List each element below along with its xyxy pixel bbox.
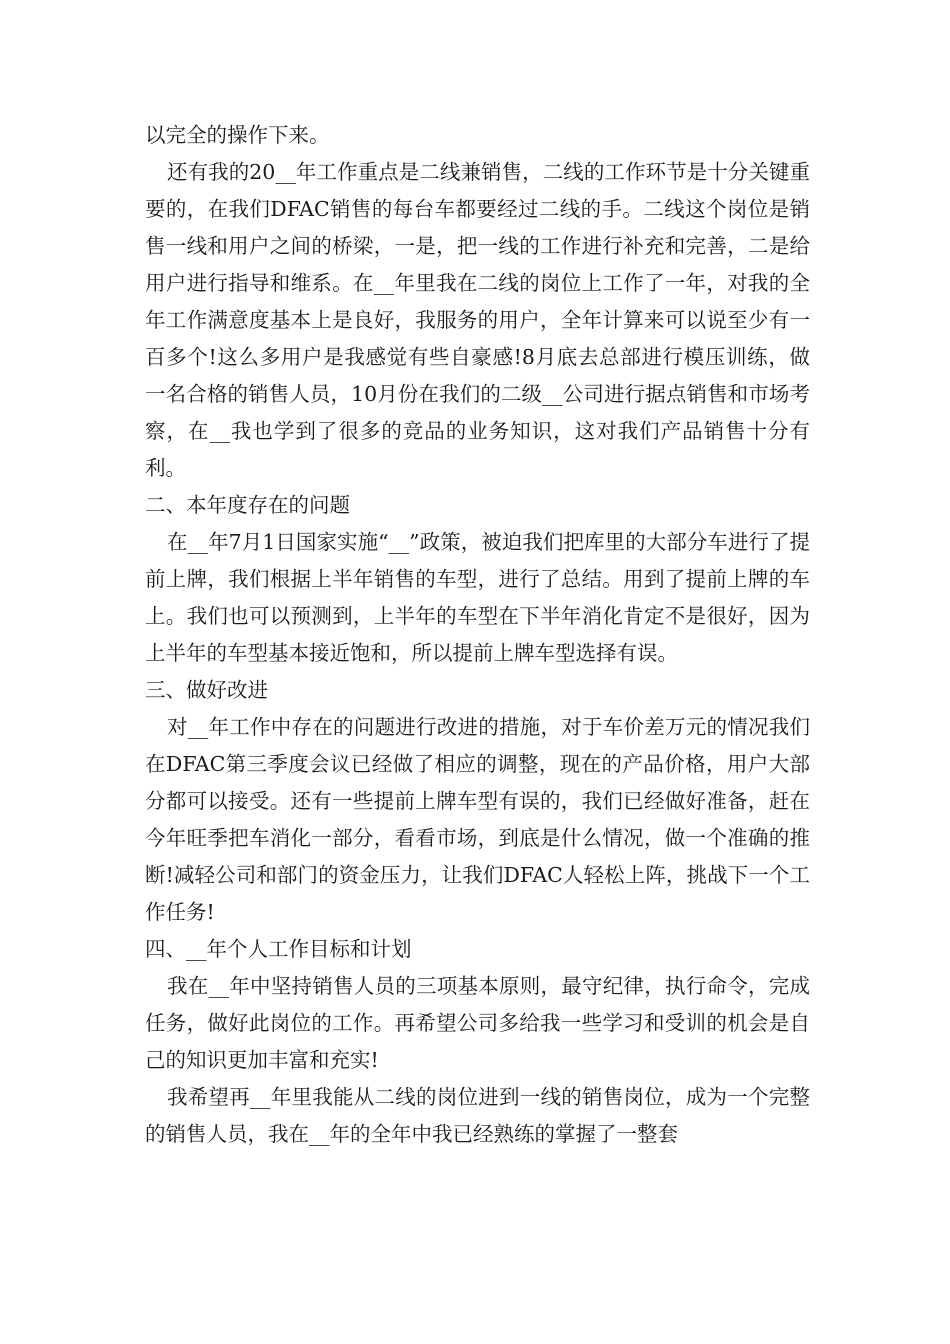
paragraph-hope: 我希望再__年里我能从二线的岗位进到一线的销售岗位，成为一个完整的销售人员，我在__年的全年中我已经熟练的掌握了一整套 [145, 1085, 810, 1146]
section-heading-improvements: 三、做好改进 [145, 678, 268, 702]
document-body [145, 117, 810, 1153]
paragraph-continuation: 以完全的操作下来。 [145, 123, 330, 147]
paragraph-problems: 在__年7月1日国家实施“__”政策，被迫我们把库里的大部分车进行了提前上牌，我们根据上半年销售的车型，进行了总结。用到了提前上牌的车上。我们也可以预测到，上半年的车型在下半年消化肯定不是很好，因为上半年的车型基本接近饱和，所以提前上牌车型选择有误。 [145, 530, 810, 665]
section-heading-problems: 二、本年度存在的问题 [145, 493, 350, 517]
paragraph-second-line-work: 还有我的20__年工作重点是二线兼销售，二线的工作环节是十分关键重要的，在我们DFAC销售的每台车都要经过二线的手。二线这个岗位是销售一线和用户之间的桥梁，一是，把一线的工作进行补充和完善，二是给用户进行指导和维系。在__年里我在二线的岗位上工作了一年，对我的全年工作满意度基本上是良好，我服务的用户，全年计算来可以说至少有一百多个!这么多用户是我感觉有些自豪感!8月底去总部进行模压训练，做一名合格的销售人员，10月份在我们的二级__公司进行据点销售和市场考察，在__我也学到了很多的竞品的业务知识，这对我们产品销售十分有利。 [145, 160, 810, 480]
paragraph-improvements: 对__年工作中存在的问题进行改进的措施，对于车价差万元的情况我们在DFAC第三季度会议已经做了相应的调整，现在的产品价格，用户大部分都可以接受。还有一些提前上牌车型有误的，我们已经做好准备，赶在今年旺季把车消化一部分，看看市场，到底是什么情况，做一个准确的推断!减轻公司和部门的资金压力，让我们DFAC人轻松上阵，挑战下一个工作任务! [145, 715, 810, 924]
section-heading-goals: 四、__年个人工作目标和计划 [145, 937, 412, 961]
paragraph-principles: 我在__年中坚持销售人员的三项基本原则，最守纪律，执行命令，完成任务，做好此岗位的工作。再希望公司多给我一些学习和受训的机会是自己的知识更加丰富和充实! [145, 974, 810, 1072]
